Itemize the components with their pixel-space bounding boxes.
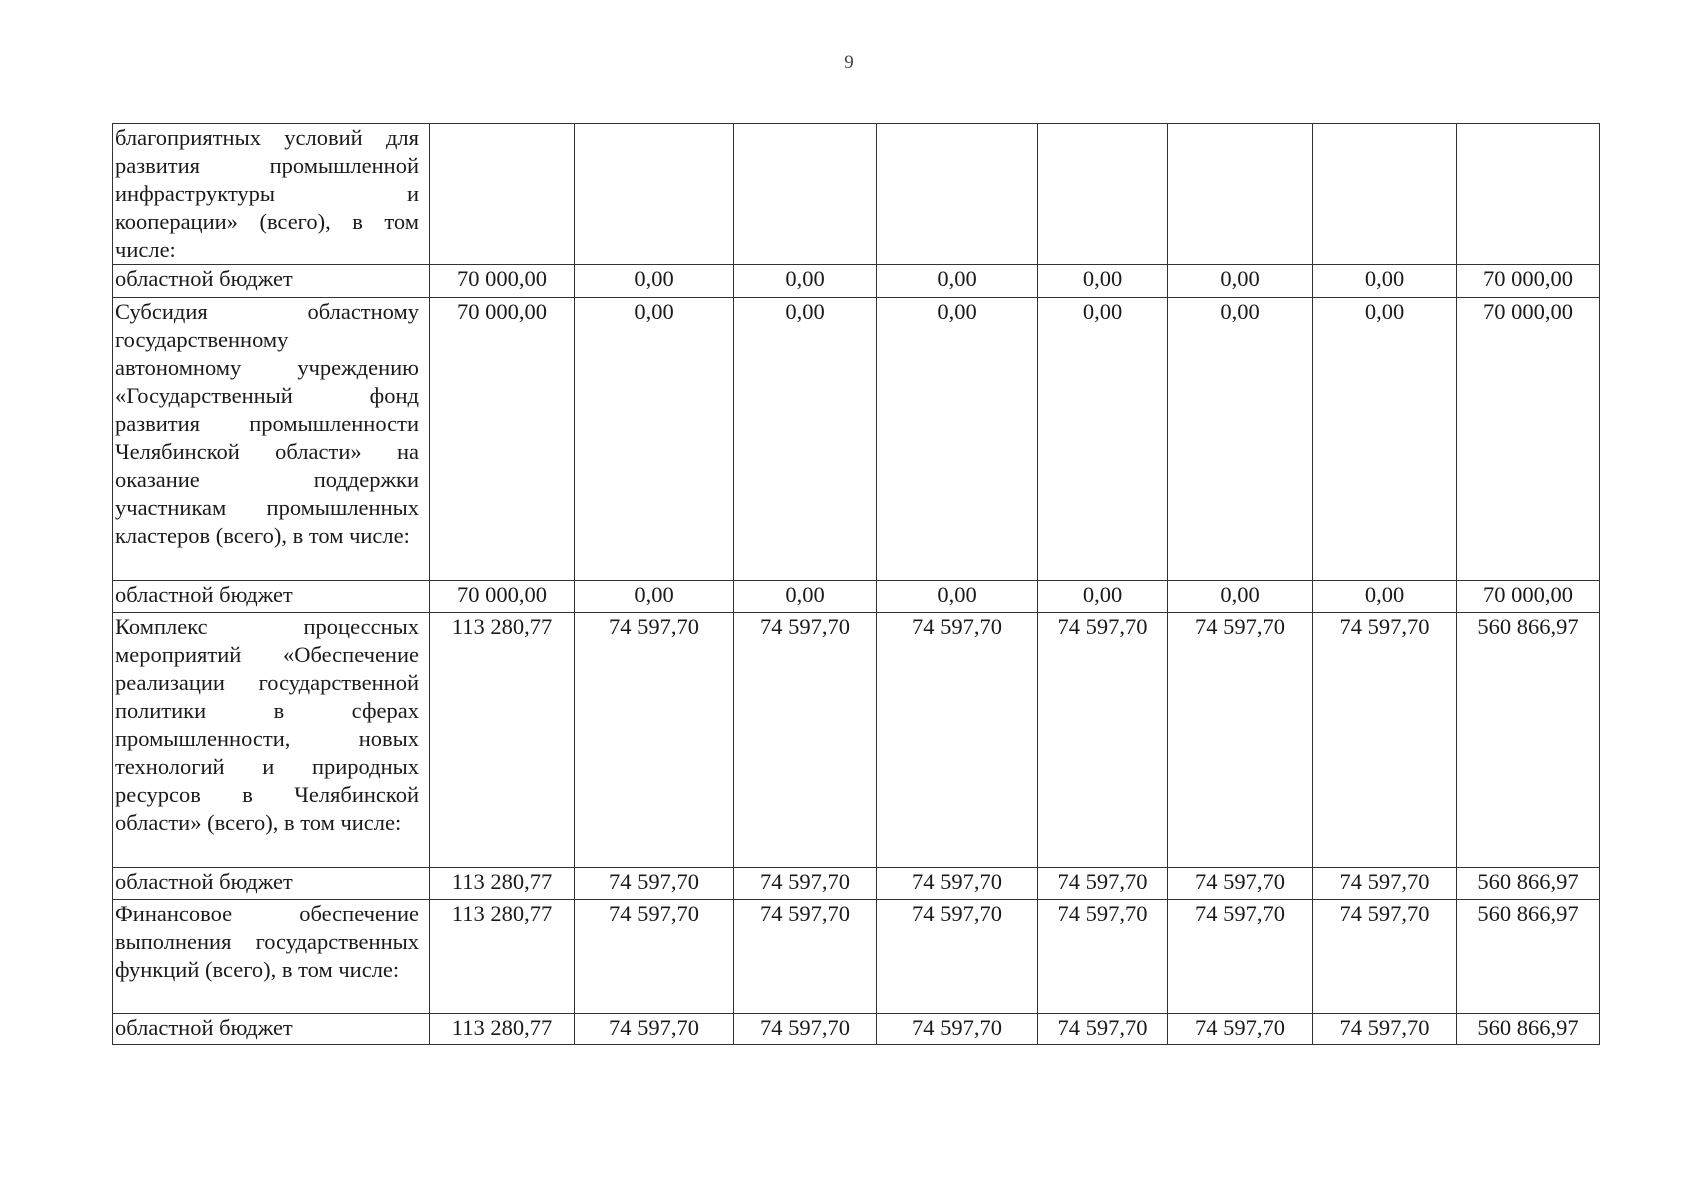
value-cell: 0,00: [1038, 581, 1168, 613]
value-cell: 74 597,70: [575, 1014, 734, 1045]
value-cell: 74 597,70: [1038, 1014, 1168, 1045]
value-cell: 0,00: [1313, 298, 1457, 581]
value-cell: [575, 124, 734, 265]
value-cell: 74 597,70: [734, 868, 877, 900]
row-label: областной бюджет: [113, 581, 430, 613]
value-cell: 560 866,97: [1457, 868, 1600, 900]
value-cell: 70 000,00: [430, 298, 575, 581]
value-cell: [877, 124, 1038, 265]
row-label: Субсидия областному государственному автономному учреждению «Государственный фонд развития промышленности Челябинской области» на оказание поддержки участникам промышленных кластеров (всего), в том числе:: [113, 298, 430, 581]
table-row: [113, 868, 1600, 900]
value-cell: 0,00: [877, 265, 1038, 298]
value-cell: 70 000,00: [1457, 265, 1600, 298]
value-cell: 74 597,70: [877, 613, 1038, 868]
value-cell: 0,00: [734, 298, 877, 581]
value-cell: 0,00: [1313, 265, 1457, 298]
value-cell: 74 597,70: [1168, 868, 1313, 900]
value-cell: 74 597,70: [877, 900, 1038, 1014]
value-cell: 0,00: [734, 581, 877, 613]
value-cell: 74 597,70: [1313, 868, 1457, 900]
value-cell: 70 000,00: [1457, 581, 1600, 613]
value-cell: 0,00: [734, 265, 877, 298]
value-cell: 0,00: [877, 298, 1038, 581]
table-row: [113, 581, 1600, 613]
value-cell: 74 597,70: [575, 613, 734, 868]
value-cell: 74 597,70: [877, 868, 1038, 900]
value-cell: 74 597,70: [1168, 613, 1313, 868]
value-cell: 74 597,70: [575, 900, 734, 1014]
value-cell: 70 000,00: [1457, 298, 1600, 581]
value-cell: 70 000,00: [430, 581, 575, 613]
table-row: [113, 265, 1600, 298]
value-cell: 74 597,70: [734, 900, 877, 1014]
value-cell: 560 866,97: [1457, 613, 1600, 868]
budget-table: [112, 123, 1600, 1045]
table-row: [113, 900, 1600, 1014]
value-cell: 74 597,70: [1038, 900, 1168, 1014]
table-row: [113, 613, 1600, 868]
value-cell: [1313, 124, 1457, 265]
value-cell: 70 000,00: [430, 265, 575, 298]
value-cell: 0,00: [877, 581, 1038, 613]
value-cell: 560 866,97: [1457, 1014, 1600, 1045]
value-cell: 560 866,97: [1457, 900, 1600, 1014]
value-cell: 0,00: [575, 581, 734, 613]
value-cell: 0,00: [575, 298, 734, 581]
value-cell: 74 597,70: [734, 613, 877, 868]
value-cell: 74 597,70: [1038, 868, 1168, 900]
value-cell: [1038, 124, 1168, 265]
value-cell: 74 597,70: [1313, 1014, 1457, 1045]
value-cell: [734, 124, 877, 265]
value-cell: 74 597,70: [1168, 1014, 1313, 1045]
value-cell: [1457, 124, 1600, 265]
row-label: Комплекс процессных мероприятий «Обеспечение реализации государственной политики в сферах промышленности, новых технологий и природных ресурсов в Челябинской области» (всего), в том числе:: [113, 613, 430, 868]
value-cell: 74 597,70: [1038, 613, 1168, 868]
table-row: [113, 298, 1600, 581]
row-label: Финансовое обеспечение выполнения государственных функций (всего), в том числе:: [113, 900, 430, 1014]
table-row: [113, 124, 1600, 265]
value-cell: 0,00: [1038, 265, 1168, 298]
table-row: [113, 1014, 1600, 1045]
value-cell: 113 280,77: [430, 868, 575, 900]
value-cell: 74 597,70: [1313, 613, 1457, 868]
value-cell: [430, 124, 575, 265]
value-cell: 74 597,70: [877, 1014, 1038, 1045]
value-cell: 113 280,77: [430, 900, 575, 1014]
value-cell: 74 597,70: [575, 868, 734, 900]
value-cell: [1168, 124, 1313, 265]
value-cell: 74 597,70: [734, 1014, 877, 1045]
value-cell: 113 280,77: [430, 613, 575, 868]
row-label: областной бюджет: [113, 868, 430, 900]
row-label: областной бюджет: [113, 1014, 430, 1045]
page-number: 9: [844, 52, 854, 73]
value-cell: 74 597,70: [1313, 900, 1457, 1014]
row-label: областной бюджет: [113, 265, 430, 298]
row-label: благоприятных условий для развития промышленной инфраструктуры и кооперации» (всего), в том числе:: [113, 124, 430, 265]
value-cell: 113 280,77: [430, 1014, 575, 1045]
value-cell: 0,00: [1313, 581, 1457, 613]
value-cell: 0,00: [1168, 581, 1313, 613]
value-cell: 0,00: [1168, 298, 1313, 581]
value-cell: 0,00: [1038, 298, 1168, 581]
value-cell: 74 597,70: [1168, 900, 1313, 1014]
value-cell: 0,00: [575, 265, 734, 298]
value-cell: 0,00: [1168, 265, 1313, 298]
